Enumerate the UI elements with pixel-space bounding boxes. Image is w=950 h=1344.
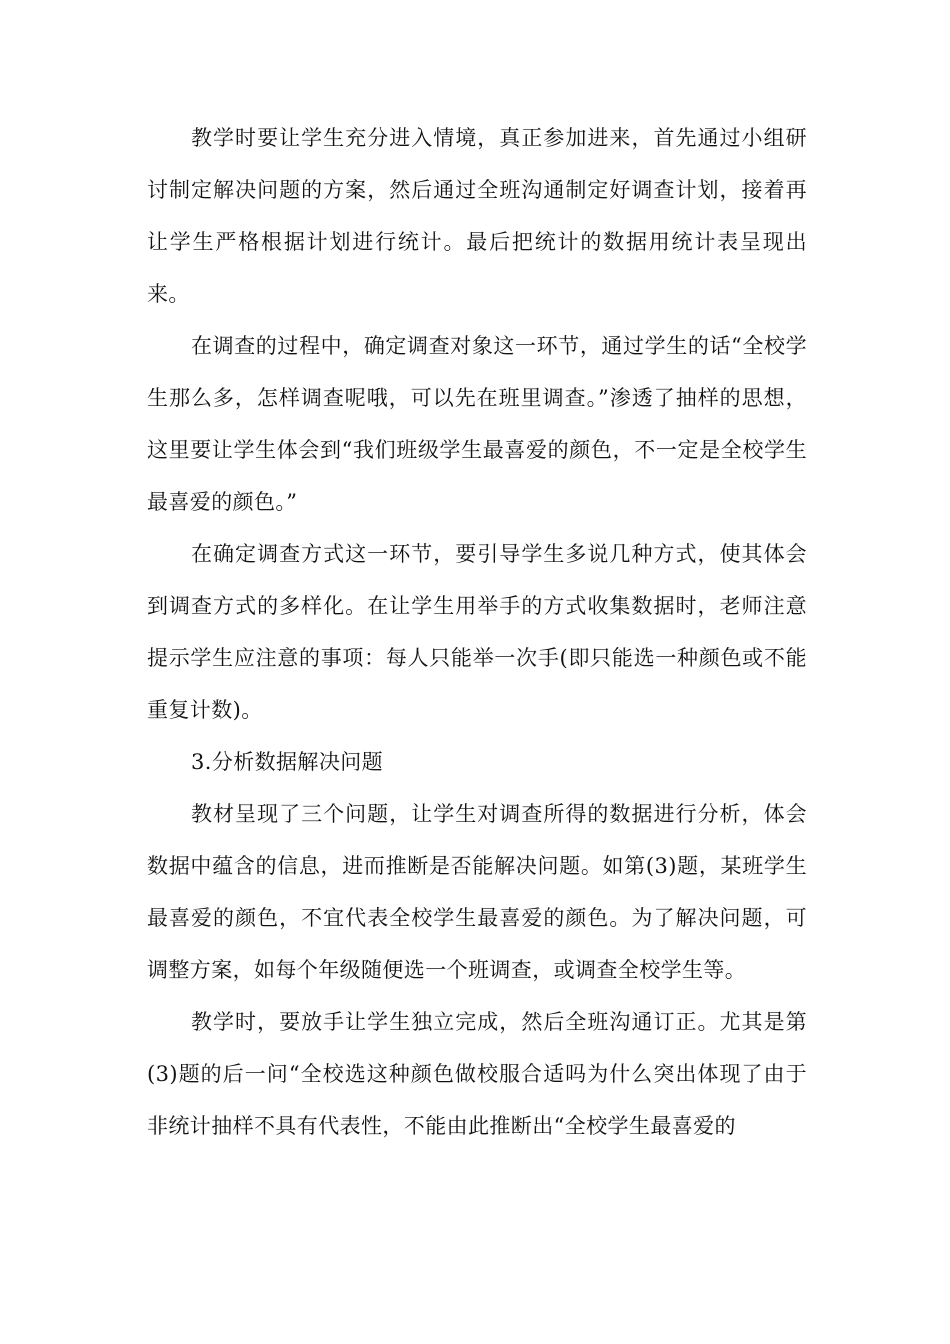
section-heading-analyze-data: 3.分析数据解决问题 — [191, 750, 384, 774]
paragraph-survey-object: 在调查的过程中，确定调查对象这一环节，通过学生的话“全校学生那么多，怎样调查呢哦，可以先在班里调查。”渗透了抽样的思想，这里要让学生体会到“我们班级学生最喜爱的颜色，不一定是全校学生最喜爱的颜色。” — [147, 334, 807, 514]
paragraph-survey-plan: 教学时要让学生充分进入情境，真正参加进来，首先通过小组研讨制定解决问题的方案，然后通过全班沟通制定好调查计划，接着再让学生严格根据计划进行统计。最后把统计的数据用统计表呈现出来。 — [147, 126, 807, 306]
paragraph-survey-method: 在确定调查方式这一环节，要引导学生多说几种方式，使其体会到调查方式的多样化。在让学生用举手的方式收集数据时，老师注意提示学生应注意的事项：每人只能举一次手(即只能选一种颜色或不能重复计数)。 — [147, 542, 807, 722]
paragraph-textbook-questions: 教材呈现了三个问题，让学生对调查所得的数据进行分析，体会数据中蕴含的信息，进而推断是否能解决问题。如第(3)题，某班学生最喜爱的颜色，不宜代表全校学生最喜爱的颜色。为了解决问题，可调整方案，如每个年级随便选一个班调查，或调查全校学生等。 — [147, 802, 807, 982]
paragraph-independent-work: 教学时，要放手让学生独立完成，然后全班沟通订正。尤其是第(3)题的后一问“全校选这种颜色做校服合适吗为什么突出体现了由于非统计抽样不具有代表性，不能由此推断出“全校学生最喜爱的 — [147, 1010, 807, 1138]
document-page — [147, 112, 807, 1152]
